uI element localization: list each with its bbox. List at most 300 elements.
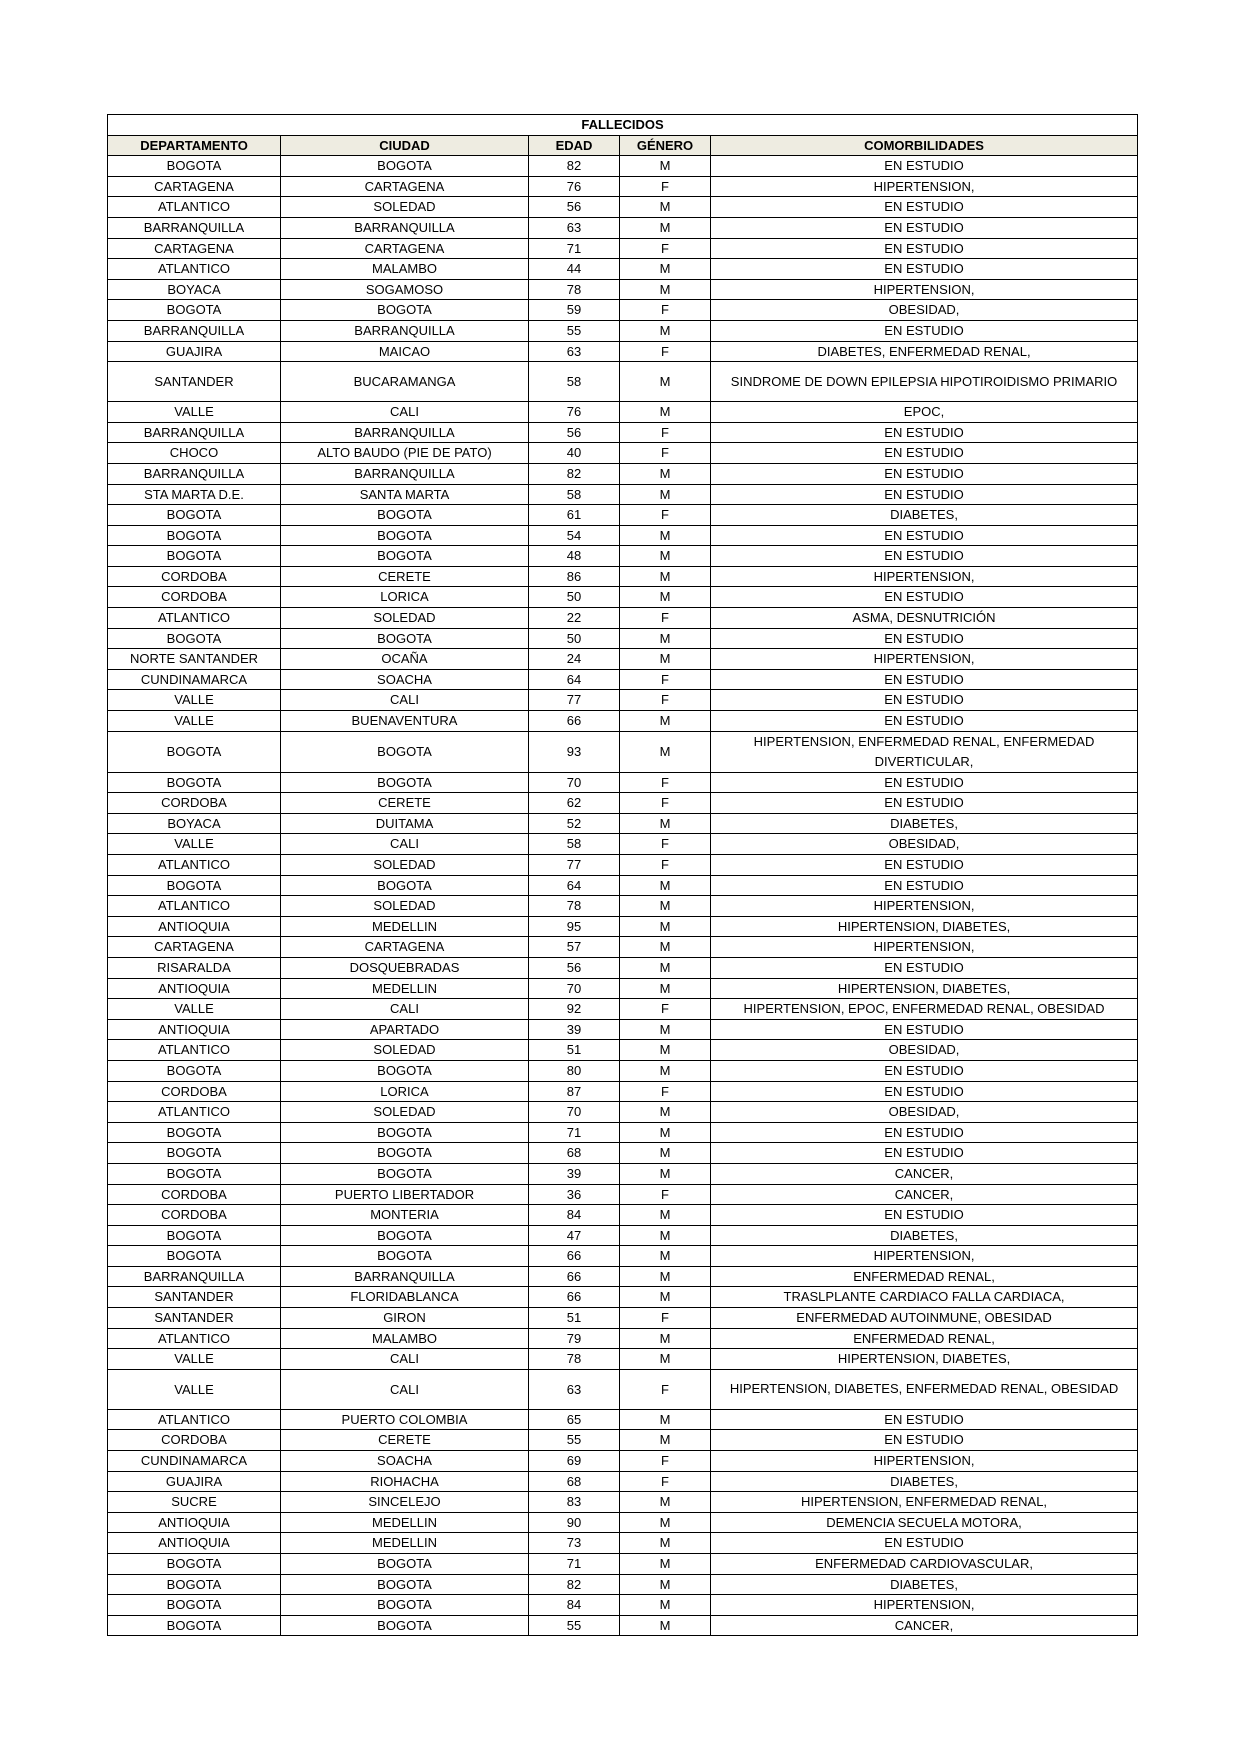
cell-edad: 50 bbox=[529, 628, 620, 649]
cell-ciudad: GIRON bbox=[281, 1308, 529, 1329]
cell-comorbilidades: EN ESTUDIO bbox=[711, 1143, 1138, 1164]
cell-ciudad: CALI bbox=[281, 402, 529, 423]
cell-genero: M bbox=[620, 649, 711, 670]
cell-departamento: BOGOTA bbox=[108, 525, 281, 546]
cell-comorbilidades: HIPERTENSION, bbox=[711, 176, 1138, 197]
cell-genero: F bbox=[620, 238, 711, 259]
cell-edad: 22 bbox=[529, 608, 620, 629]
table-row bbox=[108, 1308, 1138, 1329]
cell-edad: 58 bbox=[529, 484, 620, 505]
cell-edad: 61 bbox=[529, 505, 620, 526]
cell-ciudad: BOGOTA bbox=[281, 300, 529, 321]
cell-comorbilidades: TRASLPLANTE CARDIACO FALLA CARDIACA, bbox=[711, 1287, 1138, 1308]
cell-edad: 63 bbox=[529, 1369, 620, 1409]
table-row bbox=[108, 1615, 1138, 1636]
cell-genero: M bbox=[620, 731, 711, 772]
cell-comorbilidades: DIABETES, bbox=[711, 1574, 1138, 1595]
cell-genero: M bbox=[620, 566, 711, 587]
cell-comorbilidades: EN ESTUDIO bbox=[711, 320, 1138, 341]
table-row bbox=[108, 463, 1138, 484]
cell-ciudad: BOGOTA bbox=[281, 525, 529, 546]
table-row bbox=[108, 1225, 1138, 1246]
cell-ciudad: CARTAGENA bbox=[281, 937, 529, 958]
table-row bbox=[108, 1246, 1138, 1267]
cell-genero: M bbox=[620, 1040, 711, 1061]
table-row bbox=[108, 916, 1138, 937]
cell-comorbilidades: DIABETES, ENFERMEDAD RENAL, bbox=[711, 341, 1138, 362]
cell-departamento: VALLE bbox=[108, 834, 281, 855]
cell-comorbilidades: HIPERTENSION, DIABETES, bbox=[711, 916, 1138, 937]
cell-ciudad: CALI bbox=[281, 999, 529, 1020]
cell-ciudad: CALI bbox=[281, 690, 529, 711]
cell-ciudad: PUERTO LIBERTADOR bbox=[281, 1184, 529, 1205]
cell-genero: M bbox=[620, 217, 711, 238]
cell-comorbilidades: DIABETES, bbox=[711, 505, 1138, 526]
cell-departamento: VALLE bbox=[108, 999, 281, 1020]
cell-ciudad: APARTADO bbox=[281, 1019, 529, 1040]
cell-genero: F bbox=[620, 1308, 711, 1329]
cell-ciudad: CERETE bbox=[281, 566, 529, 587]
cell-edad: 65 bbox=[529, 1409, 620, 1430]
cell-departamento: BARRANQUILLA bbox=[108, 463, 281, 484]
cell-ciudad: BUCARAMANGA bbox=[281, 362, 529, 402]
cell-departamento: CORDOBA bbox=[108, 1184, 281, 1205]
cell-edad: 24 bbox=[529, 649, 620, 670]
cell-departamento: CUNDINAMARCA bbox=[108, 669, 281, 690]
cell-genero: M bbox=[620, 484, 711, 505]
table-row bbox=[108, 1512, 1138, 1533]
table-row bbox=[108, 793, 1138, 814]
cell-ciudad: MALAMBO bbox=[281, 1328, 529, 1349]
cell-edad: 64 bbox=[529, 875, 620, 896]
cell-comorbilidades: OBESIDAD, bbox=[711, 1040, 1138, 1061]
cell-comorbilidades: HIPERTENSION, bbox=[711, 1595, 1138, 1616]
cell-genero: F bbox=[620, 422, 711, 443]
cell-comorbilidades: EN ESTUDIO bbox=[711, 463, 1138, 484]
cell-edad: 56 bbox=[529, 197, 620, 218]
cell-comorbilidades: HIPERTENSION, bbox=[711, 896, 1138, 917]
cell-departamento: VALLE bbox=[108, 711, 281, 732]
cell-edad: 58 bbox=[529, 834, 620, 855]
cell-ciudad: SOLEDAD bbox=[281, 1102, 529, 1123]
cell-ciudad: BARRANQUILLA bbox=[281, 1266, 529, 1287]
cell-genero: M bbox=[620, 937, 711, 958]
table-row bbox=[108, 279, 1138, 300]
cell-genero: M bbox=[620, 1615, 711, 1636]
table-row bbox=[108, 1409, 1138, 1430]
cell-ciudad: BARRANQUILLA bbox=[281, 217, 529, 238]
cell-comorbilidades: EN ESTUDIO bbox=[711, 1060, 1138, 1081]
cell-edad: 78 bbox=[529, 896, 620, 917]
table-title: FALLECIDOS bbox=[108, 115, 1138, 136]
table-row bbox=[108, 525, 1138, 546]
cell-departamento: BOGOTA bbox=[108, 1122, 281, 1143]
cell-edad: 87 bbox=[529, 1081, 620, 1102]
cell-comorbilidades: DIABETES, bbox=[711, 813, 1138, 834]
cell-ciudad: DUITAMA bbox=[281, 813, 529, 834]
cell-departamento: BOGOTA bbox=[108, 1595, 281, 1616]
cell-departamento: ANTIOQUIA bbox=[108, 1019, 281, 1040]
cell-comorbilidades: ENFERMEDAD RENAL, bbox=[711, 1266, 1138, 1287]
cell-genero: M bbox=[620, 875, 711, 896]
cell-edad: 71 bbox=[529, 238, 620, 259]
cell-edad: 39 bbox=[529, 1019, 620, 1040]
cell-comorbilidades: EN ESTUDIO bbox=[711, 525, 1138, 546]
cell-ciudad: BOGOTA bbox=[281, 156, 529, 177]
cell-edad: 55 bbox=[529, 1430, 620, 1451]
cell-edad: 82 bbox=[529, 463, 620, 484]
table-row bbox=[108, 1328, 1138, 1349]
cell-comorbilidades: HIPERTENSION, DIABETES, bbox=[711, 1349, 1138, 1370]
cell-ciudad: SANTA MARTA bbox=[281, 484, 529, 505]
table-row bbox=[108, 978, 1138, 999]
cell-ciudad: SOACHA bbox=[281, 669, 529, 690]
cell-edad: 63 bbox=[529, 341, 620, 362]
cell-ciudad: BOGOTA bbox=[281, 1163, 529, 1184]
cell-comorbilidades: EN ESTUDIO bbox=[711, 1122, 1138, 1143]
cell-edad: 58 bbox=[529, 362, 620, 402]
cell-genero: F bbox=[620, 834, 711, 855]
cell-departamento: BOYACA bbox=[108, 279, 281, 300]
table-row bbox=[108, 1060, 1138, 1081]
cell-edad: 86 bbox=[529, 566, 620, 587]
cell-edad: 69 bbox=[529, 1451, 620, 1472]
cell-edad: 68 bbox=[529, 1471, 620, 1492]
table-row bbox=[108, 1266, 1138, 1287]
cell-genero: M bbox=[620, 1019, 711, 1040]
cell-departamento: CARTAGENA bbox=[108, 176, 281, 197]
cell-departamento: CORDOBA bbox=[108, 566, 281, 587]
cell-genero: F bbox=[620, 341, 711, 362]
table-row bbox=[108, 711, 1138, 732]
cell-ciudad: SOLEDAD bbox=[281, 197, 529, 218]
cell-genero: M bbox=[620, 1266, 711, 1287]
cell-edad: 50 bbox=[529, 587, 620, 608]
cell-comorbilidades: EN ESTUDIO bbox=[711, 690, 1138, 711]
table-row bbox=[108, 1205, 1138, 1226]
cell-genero: M bbox=[620, 259, 711, 280]
cell-ciudad: BOGOTA bbox=[281, 1615, 529, 1636]
cell-comorbilidades: EN ESTUDIO bbox=[711, 217, 1138, 238]
cell-departamento: BARRANQUILLA bbox=[108, 217, 281, 238]
cell-genero: F bbox=[620, 690, 711, 711]
table-row bbox=[108, 1492, 1138, 1513]
cell-departamento: BOGOTA bbox=[108, 1225, 281, 1246]
header-departamento: DEPARTAMENTO bbox=[108, 135, 281, 156]
cell-departamento: ATLANTICO bbox=[108, 1409, 281, 1430]
cell-ciudad: BUENAVENTURA bbox=[281, 711, 529, 732]
cell-comorbilidades: ASMA, DESNUTRICIÓN bbox=[711, 608, 1138, 629]
cell-edad: 76 bbox=[529, 402, 620, 423]
cell-genero: F bbox=[620, 1451, 711, 1472]
table-row bbox=[108, 1019, 1138, 1040]
cell-ciudad: BOGOTA bbox=[281, 505, 529, 526]
cell-genero: F bbox=[620, 1184, 711, 1205]
cell-genero: F bbox=[620, 1081, 711, 1102]
cell-comorbilidades: HIPERTENSION, bbox=[711, 1246, 1138, 1267]
cell-genero: M bbox=[620, 1574, 711, 1595]
cell-departamento: SANTANDER bbox=[108, 1287, 281, 1308]
cell-ciudad: CERETE bbox=[281, 793, 529, 814]
table-row bbox=[108, 300, 1138, 321]
cell-edad: 39 bbox=[529, 1163, 620, 1184]
cell-comorbilidades: EN ESTUDIO bbox=[711, 443, 1138, 464]
cell-genero: M bbox=[620, 916, 711, 937]
cell-ciudad: FLORIDABLANCA bbox=[281, 1287, 529, 1308]
cell-edad: 95 bbox=[529, 916, 620, 937]
cell-departamento: SANTANDER bbox=[108, 1308, 281, 1329]
cell-genero: M bbox=[620, 1205, 711, 1226]
cell-ciudad: SOLEDAD bbox=[281, 608, 529, 629]
cell-genero: M bbox=[620, 978, 711, 999]
cell-comorbilidades: HIPERTENSION, EPOC, ENFERMEDAD RENAL, OBESIDAD bbox=[711, 999, 1138, 1020]
table-row bbox=[108, 957, 1138, 978]
cell-ciudad: CARTAGENA bbox=[281, 238, 529, 259]
cell-departamento: SANTANDER bbox=[108, 362, 281, 402]
cell-departamento: VALLE bbox=[108, 402, 281, 423]
cell-comorbilidades: EN ESTUDIO bbox=[711, 772, 1138, 793]
cell-departamento: BOGOTA bbox=[108, 300, 281, 321]
cell-comorbilidades: EN ESTUDIO bbox=[711, 1409, 1138, 1430]
cell-ciudad: BOGOTA bbox=[281, 1554, 529, 1575]
cell-edad: 36 bbox=[529, 1184, 620, 1205]
cell-genero: M bbox=[620, 1349, 711, 1370]
cell-comorbilidades: HIPERTENSION, bbox=[711, 566, 1138, 587]
cell-departamento: VALLE bbox=[108, 1369, 281, 1409]
cell-departamento: CORDOBA bbox=[108, 587, 281, 608]
cell-ciudad: BOGOTA bbox=[281, 546, 529, 567]
cell-edad: 52 bbox=[529, 813, 620, 834]
cell-comorbilidades: EN ESTUDIO bbox=[711, 1430, 1138, 1451]
cell-comorbilidades: EN ESTUDIO bbox=[711, 875, 1138, 896]
cell-genero: M bbox=[620, 279, 711, 300]
cell-ciudad: BOGOTA bbox=[281, 875, 529, 896]
cell-ciudad: BOGOTA bbox=[281, 1595, 529, 1616]
table-row bbox=[108, 176, 1138, 197]
table-row bbox=[108, 320, 1138, 341]
cell-comorbilidades: HIPERTENSION, bbox=[711, 279, 1138, 300]
table-row bbox=[108, 1102, 1138, 1123]
table-row bbox=[108, 1471, 1138, 1492]
table-row bbox=[108, 197, 1138, 218]
cell-genero: M bbox=[620, 711, 711, 732]
header-genero: GÉNERO bbox=[620, 135, 711, 156]
cell-departamento: BOGOTA bbox=[108, 628, 281, 649]
cell-genero: M bbox=[620, 1554, 711, 1575]
cell-ciudad: MONTERIA bbox=[281, 1205, 529, 1226]
cell-ciudad: OCAÑA bbox=[281, 649, 529, 670]
cell-comorbilidades: EN ESTUDIO bbox=[711, 957, 1138, 978]
table-row bbox=[108, 1533, 1138, 1554]
cell-comorbilidades: DIABETES, bbox=[711, 1225, 1138, 1246]
table-row bbox=[108, 566, 1138, 587]
table-row bbox=[108, 341, 1138, 362]
cell-ciudad: MEDELLIN bbox=[281, 916, 529, 937]
cell-ciudad: BOGOTA bbox=[281, 1225, 529, 1246]
cell-ciudad: BOGOTA bbox=[281, 1574, 529, 1595]
cell-ciudad: MEDELLIN bbox=[281, 1533, 529, 1554]
cell-ciudad: SINCELEJO bbox=[281, 1492, 529, 1513]
cell-departamento: ANTIOQUIA bbox=[108, 1512, 281, 1533]
cell-ciudad: MEDELLIN bbox=[281, 1512, 529, 1533]
cell-departamento: ATLANTICO bbox=[108, 1102, 281, 1123]
cell-ciudad: MALAMBO bbox=[281, 259, 529, 280]
cell-edad: 55 bbox=[529, 320, 620, 341]
table-row bbox=[108, 217, 1138, 238]
cell-genero: M bbox=[620, 1246, 711, 1267]
cell-edad: 51 bbox=[529, 1040, 620, 1061]
cell-edad: 77 bbox=[529, 855, 620, 876]
header-edad: EDAD bbox=[529, 135, 620, 156]
cell-comorbilidades: HIPERTENSION, bbox=[711, 1451, 1138, 1472]
cell-comorbilidades: HIPERTENSION, DIABETES, ENFERMEDAD RENAL, OBESIDAD bbox=[711, 1369, 1138, 1409]
table-row bbox=[108, 772, 1138, 793]
cell-edad: 82 bbox=[529, 156, 620, 177]
table-row bbox=[108, 855, 1138, 876]
cell-edad: 51 bbox=[529, 1308, 620, 1329]
cell-edad: 76 bbox=[529, 176, 620, 197]
cell-comorbilidades: ENFERMEDAD CARDIOVASCULAR, bbox=[711, 1554, 1138, 1575]
cell-ciudad: BARRANQUILLA bbox=[281, 463, 529, 484]
table-row bbox=[108, 1163, 1138, 1184]
table-row bbox=[108, 834, 1138, 855]
cell-edad: 62 bbox=[529, 793, 620, 814]
cell-comorbilidades: OBESIDAD, bbox=[711, 300, 1138, 321]
cell-genero: F bbox=[620, 669, 711, 690]
cell-ciudad: CALI bbox=[281, 1349, 529, 1370]
cell-comorbilidades: EN ESTUDIO bbox=[711, 1205, 1138, 1226]
cell-ciudad: SOLEDAD bbox=[281, 896, 529, 917]
cell-ciudad: PUERTO COLOMBIA bbox=[281, 1409, 529, 1430]
cell-departamento: ATLANTICO bbox=[108, 1328, 281, 1349]
cell-departamento: ATLANTICO bbox=[108, 608, 281, 629]
cell-departamento: CORDOBA bbox=[108, 1205, 281, 1226]
cell-comorbilidades: EPOC, bbox=[711, 402, 1138, 423]
cell-edad: 84 bbox=[529, 1595, 620, 1616]
cell-departamento: BOGOTA bbox=[108, 772, 281, 793]
cell-ciudad: BOGOTA bbox=[281, 1122, 529, 1143]
cell-comorbilidades: EN ESTUDIO bbox=[711, 1019, 1138, 1040]
cell-departamento: ATLANTICO bbox=[108, 855, 281, 876]
table-row bbox=[108, 587, 1138, 608]
cell-departamento: ANTIOQUIA bbox=[108, 1533, 281, 1554]
cell-edad: 54 bbox=[529, 525, 620, 546]
cell-edad: 40 bbox=[529, 443, 620, 464]
cell-edad: 59 bbox=[529, 300, 620, 321]
cell-edad: 84 bbox=[529, 1205, 620, 1226]
cell-departamento: BOGOTA bbox=[108, 1615, 281, 1636]
cell-departamento: NORTE SANTANDER bbox=[108, 649, 281, 670]
cell-genero: M bbox=[620, 1287, 711, 1308]
cell-ciudad: DOSQUEBRADAS bbox=[281, 957, 529, 978]
cell-departamento: ATLANTICO bbox=[108, 896, 281, 917]
table-row bbox=[108, 999, 1138, 1020]
table-row bbox=[108, 813, 1138, 834]
cell-edad: 70 bbox=[529, 978, 620, 999]
table-row bbox=[108, 1040, 1138, 1061]
cell-departamento: RISARALDA bbox=[108, 957, 281, 978]
cell-comorbilidades: EN ESTUDIO bbox=[711, 628, 1138, 649]
table-row bbox=[108, 1554, 1138, 1575]
cell-genero: M bbox=[620, 1328, 711, 1349]
cell-departamento: SUCRE bbox=[108, 1492, 281, 1513]
cell-edad: 73 bbox=[529, 1533, 620, 1554]
cell-ciudad: BARRANQUILLA bbox=[281, 320, 529, 341]
table-row bbox=[108, 690, 1138, 711]
table-row bbox=[108, 649, 1138, 670]
cell-genero: M bbox=[620, 1060, 711, 1081]
cell-genero: M bbox=[620, 1595, 711, 1616]
cell-departamento: BARRANQUILLA bbox=[108, 1266, 281, 1287]
cell-edad: 93 bbox=[529, 731, 620, 772]
cell-ciudad: ALTO BAUDO (PIE DE PATO) bbox=[281, 443, 529, 464]
cell-comorbilidades: EN ESTUDIO bbox=[711, 1533, 1138, 1554]
table-body bbox=[108, 156, 1138, 1636]
table-row bbox=[108, 669, 1138, 690]
cell-genero: F bbox=[620, 176, 711, 197]
cell-departamento: CORDOBA bbox=[108, 1430, 281, 1451]
cell-genero: F bbox=[620, 505, 711, 526]
cell-comorbilidades: EN ESTUDIO bbox=[711, 793, 1138, 814]
cell-comorbilidades: EN ESTUDIO bbox=[711, 422, 1138, 443]
cell-edad: 55 bbox=[529, 1615, 620, 1636]
cell-edad: 78 bbox=[529, 279, 620, 300]
cell-comorbilidades: EN ESTUDIO bbox=[711, 587, 1138, 608]
cell-genero: M bbox=[620, 587, 711, 608]
cell-ciudad: BOGOTA bbox=[281, 1246, 529, 1267]
cell-ciudad: BOGOTA bbox=[281, 772, 529, 793]
cell-genero: M bbox=[620, 1122, 711, 1143]
table-row bbox=[108, 1143, 1138, 1164]
cell-departamento: BOGOTA bbox=[108, 1060, 281, 1081]
cell-comorbilidades: HIPERTENSION, ENFERMEDAD RENAL, ENFERMEDAD DIVERTICULAR, bbox=[711, 731, 1138, 772]
table-row bbox=[108, 422, 1138, 443]
cell-comorbilidades: DEMENCIA SECUELA MOTORA, bbox=[711, 1512, 1138, 1533]
cell-edad: 44 bbox=[529, 259, 620, 280]
fallecidos-table bbox=[107, 114, 1138, 1636]
table-row bbox=[108, 937, 1138, 958]
cell-comorbilidades: OBESIDAD, bbox=[711, 1102, 1138, 1123]
cell-ciudad: CALI bbox=[281, 834, 529, 855]
cell-genero: M bbox=[620, 1533, 711, 1554]
cell-ciudad: LORICA bbox=[281, 1081, 529, 1102]
cell-departamento: BOGOTA bbox=[108, 1574, 281, 1595]
cell-genero: F bbox=[620, 999, 711, 1020]
table-row bbox=[108, 259, 1138, 280]
cell-comorbilidades: EN ESTUDIO bbox=[711, 238, 1138, 259]
table-row bbox=[108, 1369, 1138, 1409]
table-row bbox=[108, 238, 1138, 259]
cell-departamento: BOGOTA bbox=[108, 731, 281, 772]
cell-genero: M bbox=[620, 546, 711, 567]
cell-ciudad: SOGAMOSO bbox=[281, 279, 529, 300]
table-row bbox=[108, 156, 1138, 177]
cell-ciudad: MEDELLIN bbox=[281, 978, 529, 999]
cell-genero: M bbox=[620, 1512, 711, 1533]
cell-comorbilidades: EN ESTUDIO bbox=[711, 484, 1138, 505]
cell-ciudad: CARTAGENA bbox=[281, 176, 529, 197]
cell-genero: F bbox=[620, 772, 711, 793]
cell-edad: 70 bbox=[529, 1102, 620, 1123]
cell-genero: M bbox=[620, 402, 711, 423]
cell-departamento: ATLANTICO bbox=[108, 1040, 281, 1061]
cell-edad: 66 bbox=[529, 711, 620, 732]
cell-comorbilidades: HIPERTENSION, bbox=[711, 649, 1138, 670]
cell-genero: M bbox=[620, 197, 711, 218]
cell-edad: 79 bbox=[529, 1328, 620, 1349]
cell-comorbilidades: EN ESTUDIO bbox=[711, 546, 1138, 567]
cell-departamento: ANTIOQUIA bbox=[108, 916, 281, 937]
